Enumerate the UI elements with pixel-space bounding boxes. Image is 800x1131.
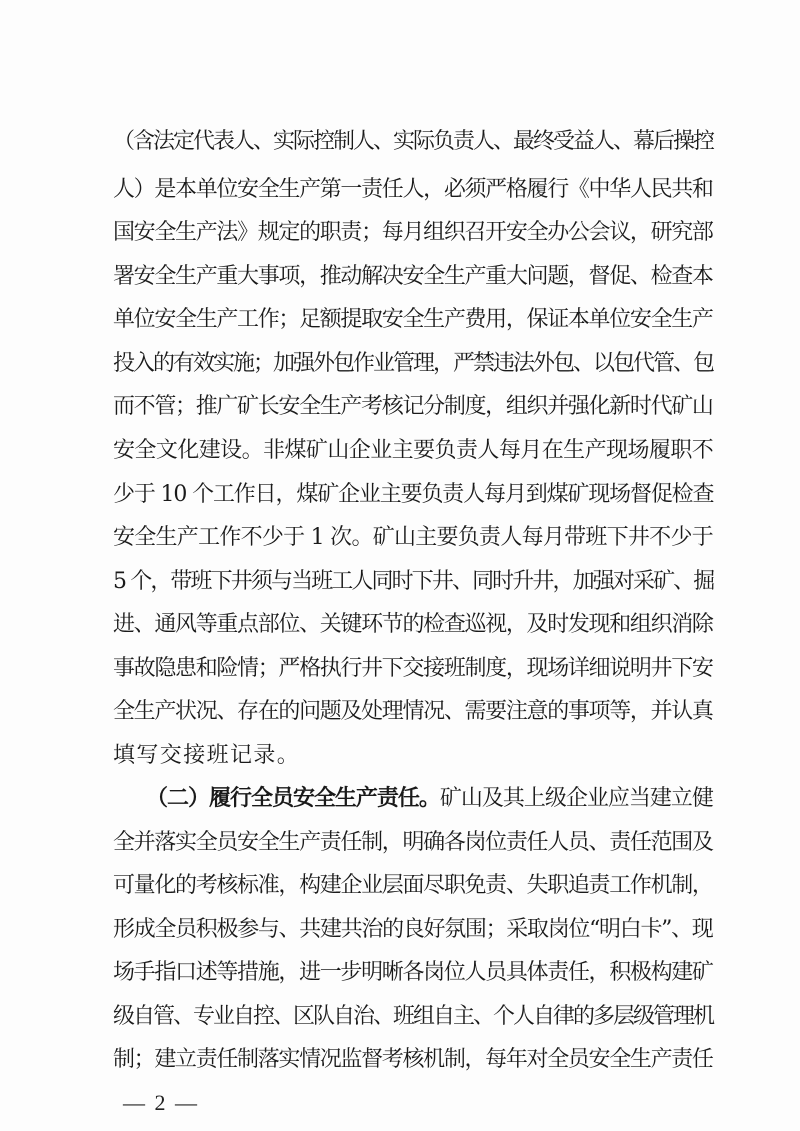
text-line: 国安全生产法》规定的职责；每月组织召开安全办公会议，研究部: [113, 220, 713, 245]
text-line: 单位安全生产工作；足额提取安全生产费用，保证本单位安全生产: [113, 307, 713, 332]
text-line: 少于 10 个工作日，煤矿企业主要负责人每月到煤矿现场督促检查: [113, 482, 714, 507]
text-line: 5 个，带班下井须与当班工人同时下井、同时升井，加强对采矿、掘: [113, 569, 714, 594]
text-line: 级自管、专业自控、区队自治、班组自主、个人自律的多层级管理机: [113, 1004, 714, 1029]
section-first-line: [146, 785, 713, 813]
text-line: 安全生产工作不少于 1 次。矿山主要负责人每月带班下井不少于: [113, 525, 713, 550]
text-line: 填写交接班记录。: [113, 743, 301, 768]
text-line: 投入的有效实施；加强外包作业管理，严禁违法外包、以包代管、包: [113, 351, 714, 376]
text-line: 可量化的考核标准，构建企业层面尽职免责、失职追责工作机制，: [113, 873, 713, 898]
text-line: 事故隐患和险情；严格执行井下交接班制度，现场详细说明井下安: [113, 656, 713, 681]
text-line: 安全文化建设。非煤矿山企业主要负责人每月在生产现场履职不: [113, 438, 714, 463]
text-line: 全生产状况、存在的问题及处理情况、需要注意的事项等，并认真: [113, 699, 713, 724]
section-text: 矿山及其上级企业应当建立健: [439, 786, 713, 811]
page-number: — 2 —: [123, 1090, 199, 1115]
text-line: 场手指口述等措施，进一步明晰各岗位人员具体责任，积极构建矿: [113, 960, 713, 985]
text-line: 形成全员积极参与、共建共治的良好氛围；采取岗位“明白卡”、现: [113, 917, 713, 942]
text-line: 全并落实全员安全生产责任制，明确各岗位责任人员、责任范围及: [113, 830, 713, 855]
text-line: 而不管；推广矿长安全生产考核记分制度，组织并强化新时代矿山: [113, 394, 713, 419]
text-line: 制；建立责任制落实情况监督考核机制，每年对全员安全生产责任: [113, 1047, 713, 1072]
section-heading: （二）履行全员安全生产责任。: [146, 786, 440, 811]
text-line: （含法定代表人、实际控制人、实际负责人、最终受益人、幕后操控: [113, 129, 714, 154]
text-line: 人）是本单位安全生产第一责任人，必须严格履行《中华人民共和: [113, 177, 713, 202]
text-line: 进、通风等重点部位、关键环节的检查巡视，及时发现和组织消除: [113, 612, 713, 637]
text-line: 署安全生产重大事项，推动解决安全生产重大问题，督促、检查本: [113, 264, 713, 289]
